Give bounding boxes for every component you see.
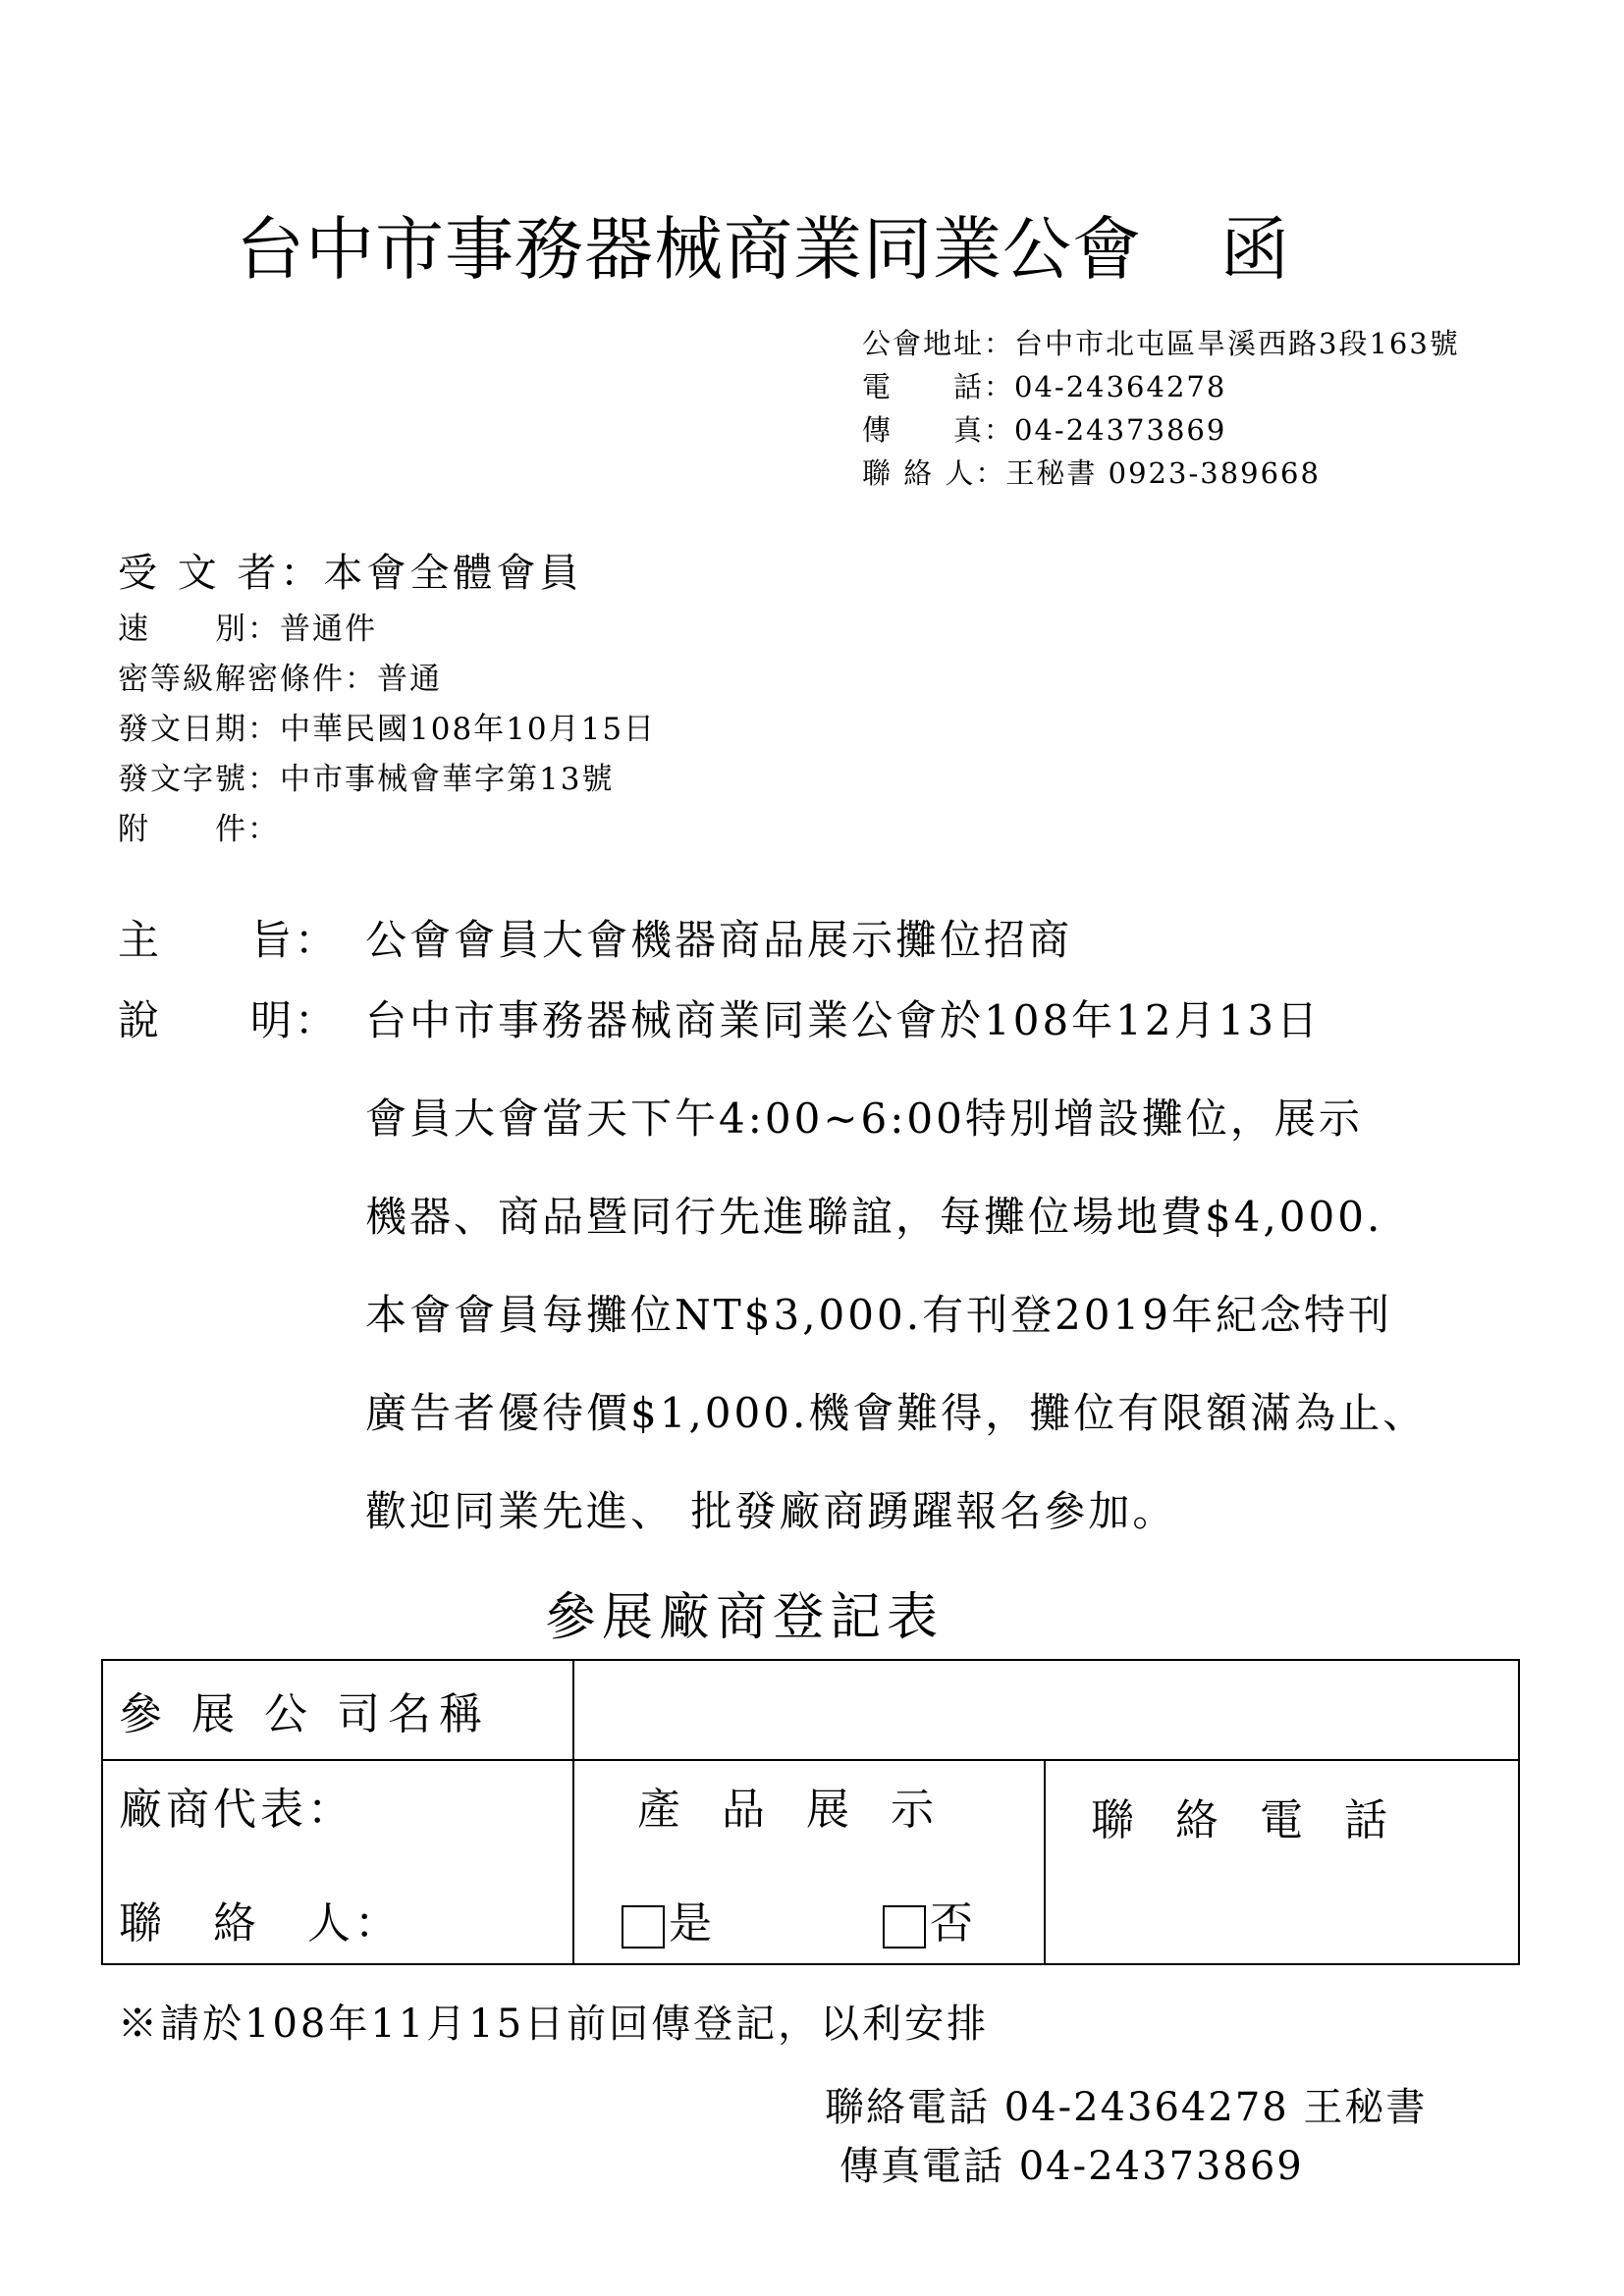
- contact-phone-cell[interactable]: [1045, 1760, 1519, 1964]
- subject-text: 公會會員大會機器商品展示攤位招商: [365, 916, 1073, 964]
- contact-person: 聯 絡 人：王秘書 0923-389668: [862, 456, 1321, 490]
- no-checkbox[interactable]: [883, 1905, 926, 1949]
- org-name: 台中市事務器械商業同業公會: [236, 209, 1142, 290]
- description-label: 說 明：: [118, 996, 340, 1044]
- description-line: 本會會員每攤位NT$3,000.有刊登2019年紀念特刊: [365, 1291, 1392, 1339]
- contact-person-label: 聯 絡 人：: [119, 1898, 402, 1949]
- doc-type: 函: [1220, 209, 1290, 290]
- deadline-note: ※請於108年11月15日前回傳登記，以利安排: [118, 2002, 990, 2047]
- no-label: 否: [930, 1898, 973, 1949]
- attachment: 附 件：: [118, 812, 280, 847]
- footer-phone: 聯絡電話 04-24364278 王秘書: [825, 2085, 1428, 2130]
- description-line: 機器、商品暨同行先進聯誼，每攤位場地費$4,000.: [365, 1193, 1383, 1241]
- contact-fax: 傳 真：04-24373869: [862, 413, 1227, 447]
- description-line: 會員大會當天下午4:00~6:00特別增設攤位，展示: [365, 1095, 1363, 1143]
- description-line: 廣告者優待價$1,000.機會難得，攤位有限額滿為止、: [365, 1389, 1428, 1437]
- representative-cell: [102, 1760, 573, 1964]
- description-line: 台中市事務器械商業同業公會於108年12月13日: [365, 996, 1322, 1044]
- product-display-label: 產 品 展 示: [637, 1785, 947, 1835]
- contact-phone: 電 話：04-24364278: [862, 370, 1227, 403]
- description-line: 歡迎同業先進、 批發廠商踴躍報名參加。: [365, 1487, 1177, 1535]
- product-display-cell: [573, 1760, 1045, 1964]
- document-title: [236, 194, 1290, 294]
- company-name-label-cell: [102, 1660, 573, 1760]
- footer-fax: 傳真電話 04-24373869: [839, 2144, 1304, 2189]
- yes-label: 是: [669, 1898, 712, 1949]
- subject-label: 主 旨：: [118, 916, 340, 964]
- contact-phone-label: 聯 絡 電 話: [1091, 1795, 1401, 1845]
- company-name-label: 參 展 公 司名稱: [119, 1689, 490, 1739]
- issue-date: 發文日期：中華民國108年10月15日: [118, 712, 657, 747]
- speed-class: 速 別：普通件: [118, 612, 377, 647]
- yes-checkbox[interactable]: [622, 1905, 665, 1949]
- representative-label: 廠商代表：: [119, 1785, 354, 1835]
- company-name-field[interactable]: [573, 1660, 1519, 1760]
- security-level: 密等級解密條件：普通: [118, 662, 442, 697]
- registration-table: [101, 1659, 1520, 1965]
- recipient: 受 文 者：本會全體會員: [118, 551, 583, 596]
- contact-address: 公會地址：台中市北屯區旱溪西路3段163號: [862, 327, 1460, 360]
- form-title: 參展廠商登記表: [545, 1588, 945, 1647]
- doc-number: 發文字號：中市事械會華字第13號: [118, 762, 615, 797]
